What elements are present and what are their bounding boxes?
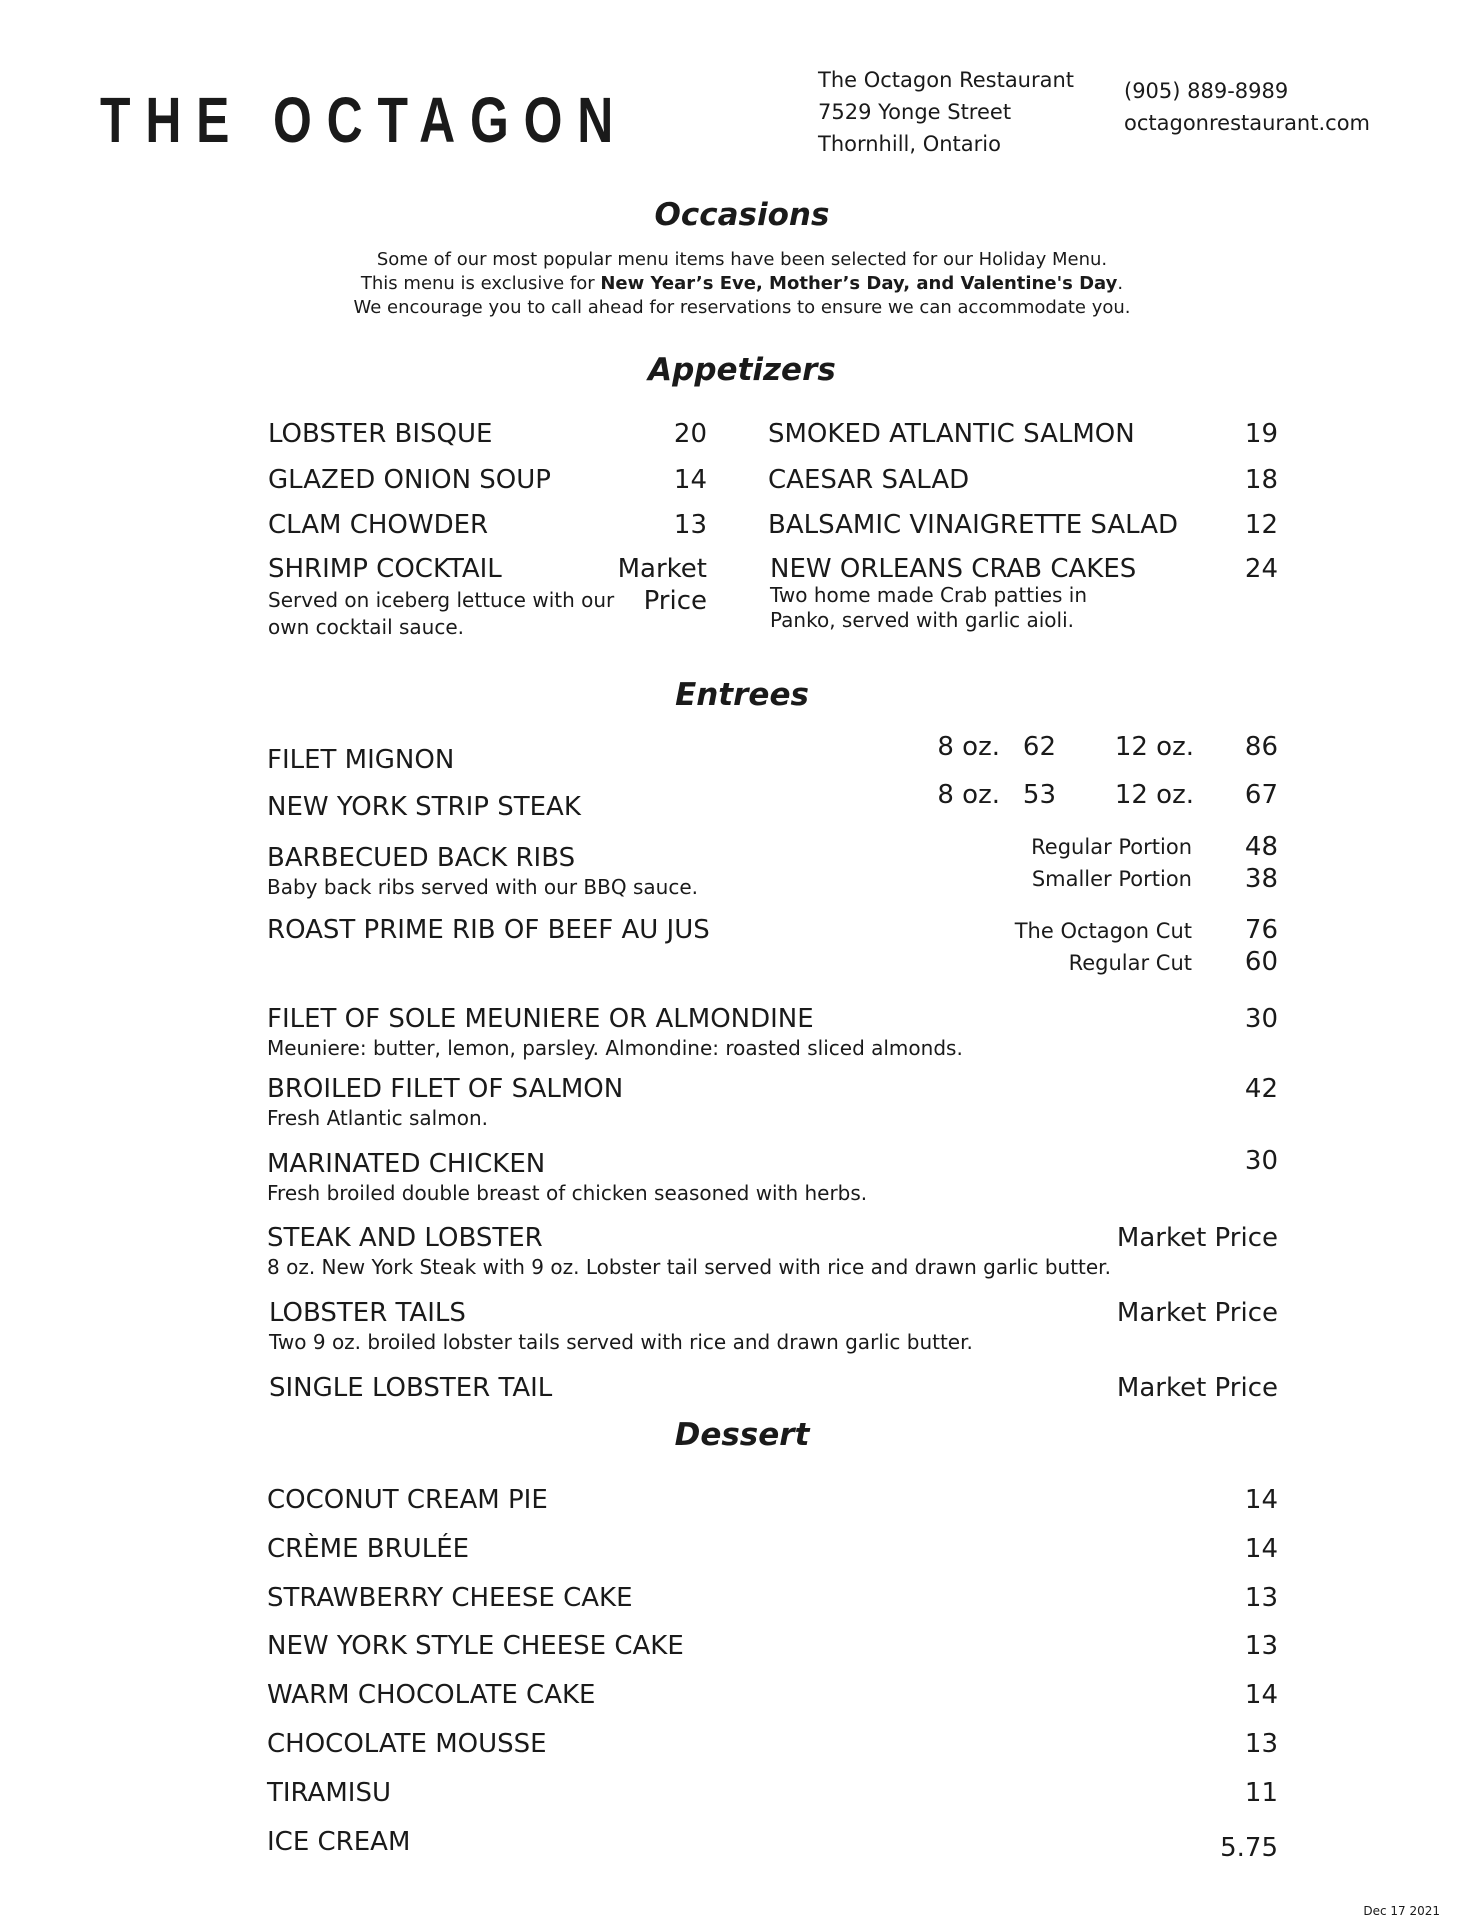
- entree-description: Baby back ribs served with our BBQ sauce.: [267, 875, 698, 899]
- entree-description: 8 oz. New York Steak with 9 oz. Lobster tail served with rice and drawn garlic butter.: [267, 1255, 1111, 1279]
- entree-price: Market Price: [1116, 1298, 1278, 1328]
- dessert-price: 14: [1244, 1534, 1278, 1564]
- appetizer-price: 18: [1244, 465, 1278, 495]
- restaurant-logo: THE OCTAGON: [100, 84, 629, 156]
- address-line-street: 7529 Yonge Street: [818, 100, 1012, 124]
- entree-name: SINGLE LOBSTER TAIL: [269, 1373, 553, 1403]
- appetizer-name: GLAZED ONION SOUP: [268, 465, 551, 495]
- entree-description: Fresh Atlantic salmon.: [267, 1106, 488, 1130]
- entree-name: LOBSTER TAILS: [269, 1298, 466, 1328]
- address-line-name: The Octagon Restaurant: [818, 68, 1075, 92]
- entree-size: 8 oz.: [937, 780, 1000, 810]
- appetizer-price: 19: [1244, 419, 1278, 449]
- dessert-name: WARM CHOCOLATE CAKE: [267, 1680, 596, 1710]
- appetizer-name: SHRIMP COCKTAIL: [268, 554, 502, 584]
- dessert-price: 5.75: [1220, 1833, 1278, 1863]
- appetizer-name: BALSAMIC VINAIGRETTE SALAD: [768, 510, 1179, 540]
- appetizer-price: 13: [673, 510, 707, 540]
- entree-size: 12 oz.: [1114, 732, 1194, 762]
- entree-price: 60: [1244, 947, 1278, 977]
- address-line-city: Thornhill, Ontario: [818, 132, 1001, 156]
- intro-line-1: Some of our most popular menu items have been selected for our Holiday Menu.: [376, 249, 1108, 270]
- dessert-price: 13: [1244, 1729, 1278, 1759]
- intro-line-2-suffix: .: [1117, 273, 1124, 294]
- appetizer-price: 14: [673, 465, 707, 495]
- restaurant-contact: [1124, 75, 1370, 139]
- website-url: octagonrestaurant.com: [1124, 111, 1371, 135]
- appetizer-price-line-2: Price: [643, 586, 707, 616]
- entree-option: Regular Portion: [1031, 835, 1192, 859]
- dessert-name: ICE CREAM: [267, 1827, 411, 1857]
- dessert-price: 13: [1244, 1631, 1278, 1661]
- appetizer-name: CLAM CHOWDER: [268, 510, 489, 540]
- appetizer-description: Served on iceberg lettuce with our: [268, 588, 615, 612]
- entree-name: ROAST PRIME RIB OF BEEF AU JUS: [267, 915, 710, 945]
- entree-name: BROILED FILET OF SALMON: [267, 1074, 624, 1104]
- appetizer-name: LOBSTER BISQUE: [268, 419, 493, 449]
- section-title-appetizers: Appetizers: [648, 352, 836, 388]
- entree-price: Market Price: [1116, 1373, 1278, 1403]
- dessert-name: STRAWBERRY CHEESE CAKE: [267, 1583, 633, 1613]
- entree-name: MARINATED CHICKEN: [267, 1149, 546, 1179]
- dessert-price: 14: [1244, 1680, 1278, 1710]
- entree-description: Two 9 oz. broiled lobster tails served with rice and drawn garlic butter.: [269, 1330, 973, 1354]
- entree-price: 76: [1244, 915, 1278, 945]
- intro-line-2: [0, 272, 1484, 296]
- entree-price: 62: [1022, 732, 1056, 762]
- menu-date: Dec 17 2021: [1363, 1904, 1440, 1918]
- entree-size: 12 oz.: [1114, 780, 1194, 810]
- entree-price: 38: [1244, 864, 1278, 894]
- section-title-occasions: Occasions: [654, 197, 830, 233]
- dessert-price: 13: [1244, 1583, 1278, 1613]
- entree-name: FILET MIGNON: [267, 745, 455, 775]
- restaurant-address: [818, 64, 1074, 160]
- appetizer-name: CAESAR SALAD: [768, 465, 970, 495]
- entree-price: 53: [1022, 780, 1056, 810]
- appetizer-description: own cocktail sauce.: [268, 615, 465, 639]
- entree-price: 42: [1244, 1074, 1278, 1104]
- appetizer-name: NEW ORLEANS CRAB CAKES: [770, 554, 1137, 584]
- entree-price: 67: [1244, 780, 1278, 810]
- intro-line-3: We encourage you to call ahead for reservations to ensure we can accommodate you.: [353, 297, 1131, 318]
- entree-description: Meuniere: butter, lemon, parsley. Almondine: roasted sliced almonds.: [267, 1036, 963, 1060]
- appetizer-price: 24: [1244, 554, 1278, 584]
- entree-price: 86: [1244, 732, 1278, 762]
- appetizer-price-line-1: Market: [617, 554, 707, 584]
- entree-size: 8 oz.: [937, 732, 1000, 762]
- entree-name: STEAK AND LOBSTER: [267, 1223, 543, 1253]
- section-title-dessert: Dessert: [674, 1417, 810, 1453]
- dessert-name: NEW YORK STYLE CHEESE CAKE: [267, 1631, 684, 1661]
- entree-price: 30: [1244, 1146, 1278, 1176]
- entree-price: Market Price: [1116, 1223, 1278, 1253]
- entree-option: The Octagon Cut: [1014, 919, 1192, 943]
- entree-option: Regular Cut: [1068, 951, 1192, 975]
- entree-name: NEW YORK STRIP STEAK: [267, 792, 581, 822]
- appetizer-price: 12: [1244, 510, 1278, 540]
- section-title-entrees: Entrees: [675, 677, 809, 713]
- phone-number: (905) 889-8989: [1124, 79, 1289, 103]
- dessert-name: TIRAMISU: [267, 1778, 391, 1808]
- entree-option: Smaller Portion: [1031, 867, 1192, 891]
- intro-line-2-occasions: New Year’s Eve, Mother’s Day, and Valentine's Day: [600, 273, 1118, 294]
- entree-price: 48: [1244, 832, 1278, 862]
- dessert-price: 14: [1244, 1485, 1278, 1515]
- dessert-price: 11: [1244, 1778, 1278, 1808]
- entree-description: Fresh broiled double breast of chicken seasoned with herbs.: [267, 1181, 868, 1205]
- dessert-name: CHOCOLATE MOUSSE: [267, 1729, 547, 1759]
- dessert-name: COCONUT CREAM PIE: [267, 1485, 548, 1515]
- intro-line-2-prefix: This menu is exclusive for: [360, 273, 601, 294]
- appetizer-name: SMOKED ATLANTIC SALMON: [768, 419, 1135, 449]
- appetizer-description: Panko, served with garlic aioli.: [770, 608, 1075, 632]
- entree-price: 30: [1244, 1004, 1278, 1034]
- appetizer-description: Two home made Crab patties in: [770, 583, 1088, 607]
- entree-name: FILET OF SOLE MEUNIERE OR ALMONDINE: [267, 1004, 814, 1034]
- appetizer-price: 20: [673, 419, 707, 449]
- entree-name: BARBECUED BACK RIBS: [267, 843, 576, 873]
- dessert-name: CRÈME BRULÉE: [267, 1534, 470, 1564]
